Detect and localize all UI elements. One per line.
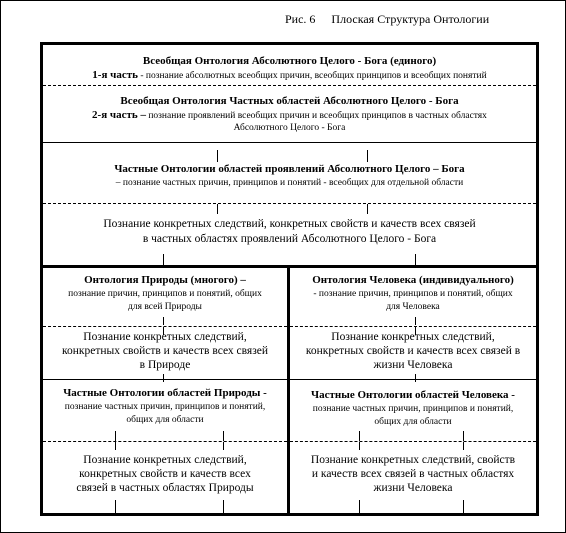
human-ontology-title: Онтология Человека (индивидуального) [312,274,514,286]
nature-partial-title: Частные Онтологии областей Природы - [63,387,267,399]
part-two-description: познание проявлений всеобщих причин и всеобщих принципов в частных областях [145,111,487,121]
divider-dashed-1 [43,85,536,86]
tick [463,442,464,450]
divider-solid-left [43,379,287,380]
nature-ontology-title: Онтология Природы (многого) – [84,274,246,286]
tick [415,317,416,325]
human-partial-knowledge-3: жизни Человека [373,482,453,494]
part-one-label: 1-я часть [92,69,138,81]
universal-ontology-title: Всеобщая Онтология Абсолютного Целого - Бога (единого) [142,55,437,67]
ontology-structure-diagram [40,42,539,516]
human-knowledge-line2: конкретных свойств и качеств всех связей в [305,345,521,357]
divider-dashed-left-1 [43,326,287,327]
tick [223,500,224,514]
nature-knowledge-line2: конкретных свойств и качеств всех связей [61,345,269,357]
divider-solid-right [290,379,536,380]
nature-ontology-desc-2: для всей Природы [128,302,202,312]
human-partial-knowledge-2: и качеств всех связей в частных областях [311,468,515,480]
nature-knowledge-line1: Познание конкретных следствий, [83,331,247,343]
tick [115,431,116,441]
part-two-label: 2-я часть – [92,109,146,121]
human-partial-desc-2: общих для области [374,417,452,427]
tick [415,254,416,265]
tick [217,204,218,214]
divider-dashed-2 [43,203,536,204]
divider-solid-1 [43,142,536,143]
tick [115,500,116,514]
tick [223,442,224,450]
human-ontology-desc-1: - познание причин, принципов и понятий, общих [313,289,513,299]
tick [163,317,164,325]
tick [463,500,464,514]
human-partial-title: Частные Онтологии областей Человека - [311,389,515,401]
nature-partial-desc-2: общих для области [126,415,204,425]
tick [115,442,116,450]
human-partial-knowledge-1: Познание конкретных следствий, свойств [310,454,516,466]
universal-ontology-partial-title: Всеобщая Онтология Частных областей Абсолютного Целого - Бога [120,95,459,107]
figure-caption [285,12,489,27]
nature-partial-desc-1: познание частных причин, принципов и понятий, [64,402,266,412]
concrete-knowledge-line2: в частных областях проявлений Абсолютного Целого - Бога [142,233,437,245]
divider-dashed-left-2 [43,441,287,442]
tick [217,150,218,162]
nature-partial-knowledge-3: связей в частных областях Природы [76,482,254,494]
human-knowledge-line1: Познание конкретных следствий, [331,331,495,343]
tick [359,431,360,441]
human-ontology-desc-2: для Человека [386,302,440,312]
partial-ontologies-description: – познание частных причин, принципов и понятий - всеобщих для отдельной области [115,178,464,188]
part-one-description: - познание абсолютных всеобщих причин, всеобщих принципов и всеобщих понятий [137,71,487,81]
partial-ontologies-title: Частные Онтологии областей проявлений Абсолютного Целого – Бога [114,163,465,175]
human-partial-desc-1: познание частных причин, принципов и понятий, [312,404,514,414]
figure-title: Плоская Структура Онтологии [331,12,490,26]
tick [463,431,464,441]
part-one-line [43,69,536,83]
human-knowledge-line3: жизни Человека [373,359,453,371]
nature-knowledge-line3: в Природе [139,359,191,371]
tick [163,374,164,382]
part-two-line [43,109,536,123]
nature-partial-knowledge-1: Познание конкретных следствий, [83,454,247,466]
tick [163,254,164,265]
tick [359,442,360,450]
divider-dashed-right-2 [290,441,536,442]
tick [367,150,368,162]
part-two-description-2: Абсолютного Целого - Бога [233,123,346,133]
nature-partial-knowledge-2: конкретных свойств и качеств всех [79,468,251,480]
figure-number: Рис. 6 [285,12,316,26]
tick [223,431,224,441]
tick [415,374,416,382]
divider-dashed-right-1 [290,326,536,327]
tick [359,500,360,514]
tick [367,204,368,214]
nature-ontology-desc-1: познание причин, принципов и понятий, общих [68,289,262,299]
concrete-knowledge-line1: Познание конкретных следствий, конкретных свойств и качеств всех связей [103,218,476,230]
